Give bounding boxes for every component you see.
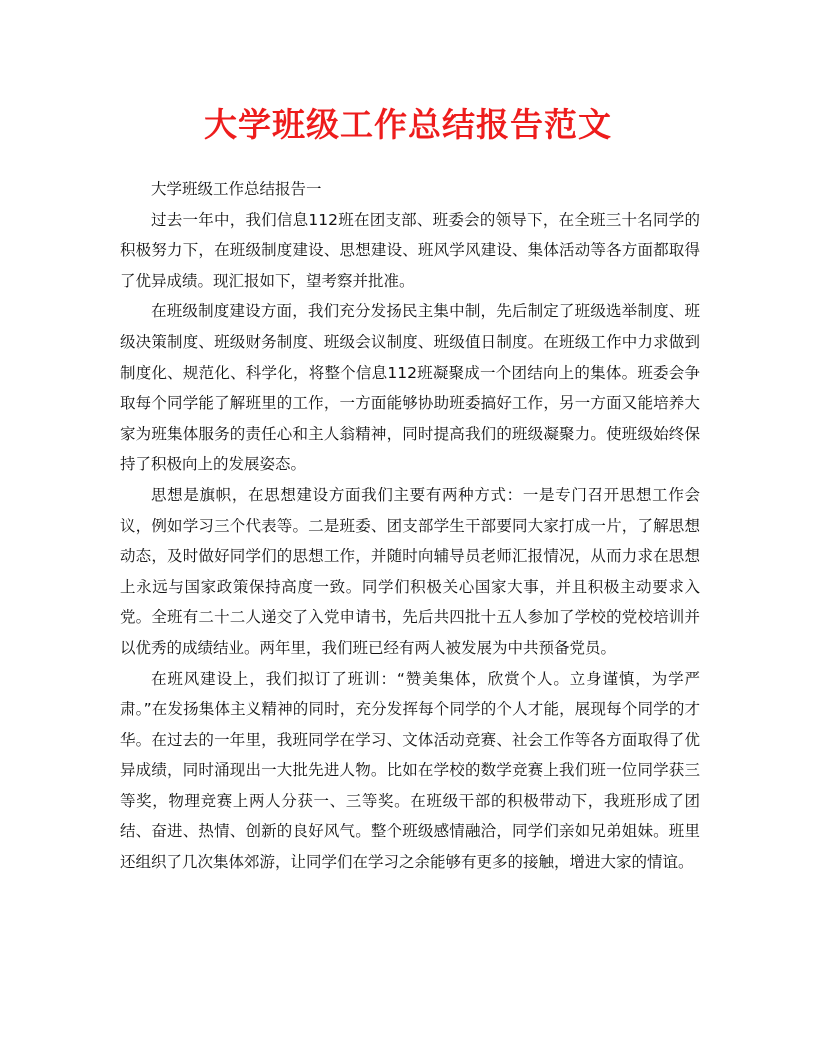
paragraph-1: 过去一年中，我们信息112班在团支部、班委会的领导下，在全班三十名同学的积极努力下，在班级制度建设、思想建设、班风学风建设、集体活动等各方面都取得了优异成绩。现汇报如下，望考察并批准。: [120, 210, 700, 290]
paragraph-3: 思想是旗帜，在思想建设方面我们主要有两种方式：一是专门召开思想工作会议，例如学习三个代表等。二是班委、团支部学生干部要同大家打成一片，了解思想动态，及时做好同学们的思想工作，并随时向辅导员老师汇报情况，从而力求在思想上永远与国家政策保持高度一致。同学们积极关心国家大事，并且积极主动要求入党。全班有二十二人递交了入党申请书，先后共四批十五人参加了学校的党校培训并以优秀的成绩结业。两年里，我们班已经有两人被发展为中共预备党员。: [120, 485, 700, 657]
paragraph-2: 在班级制度建设方面，我们充分发扬民主集中制，先后制定了班级选举制度、班级决策制度、班级财务制度、班级会议制度、班级值日制度。在班级工作中力求做到制度化、规范化、科学化，将整个信息112班凝聚成一个团结向上的集体。班委会争取每个同学能了解班里的工作，一方面能够协助班委搞好工作，另一方面又能培养大家为班集体服务的责任心和主人翁精神，同时提高我们的班级凝聚力。使班级始终保持了积极向上的发展姿态。: [120, 302, 700, 474]
section-heading: 大学班级工作总结报告一: [151, 180, 322, 198]
document-title: 大学班级工作总结报告范文: [204, 105, 612, 144]
document-body: [120, 174, 700, 878]
paragraph-4: 在班风建设上，我们拟订了班训：“赞美集体，欣赏个人。立身谨慎，为学严肃。”在发扬集体主义精神的同时，充分发挥每个同学的个人才能，展现每个同学的才华。在过去的一年里，我班同学在学习、文体活动竞赛、社会工作等各方面取得了优异成绩，同时涌现出一大批先进人物。比如在学校的数学竞赛上我们班一位同学获三等奖，物理竞赛上两人分获一、三等奖。在班级干部的积极带动下，我班形成了团结、奋进、热情、创新的良好风气。整个班级感情融洽，同学们亲如兄弟姐妹。班里还组织了几次集体郊游，让同学们在学习之余能够有更多的接触，增进大家的情谊。: [120, 669, 700, 872]
